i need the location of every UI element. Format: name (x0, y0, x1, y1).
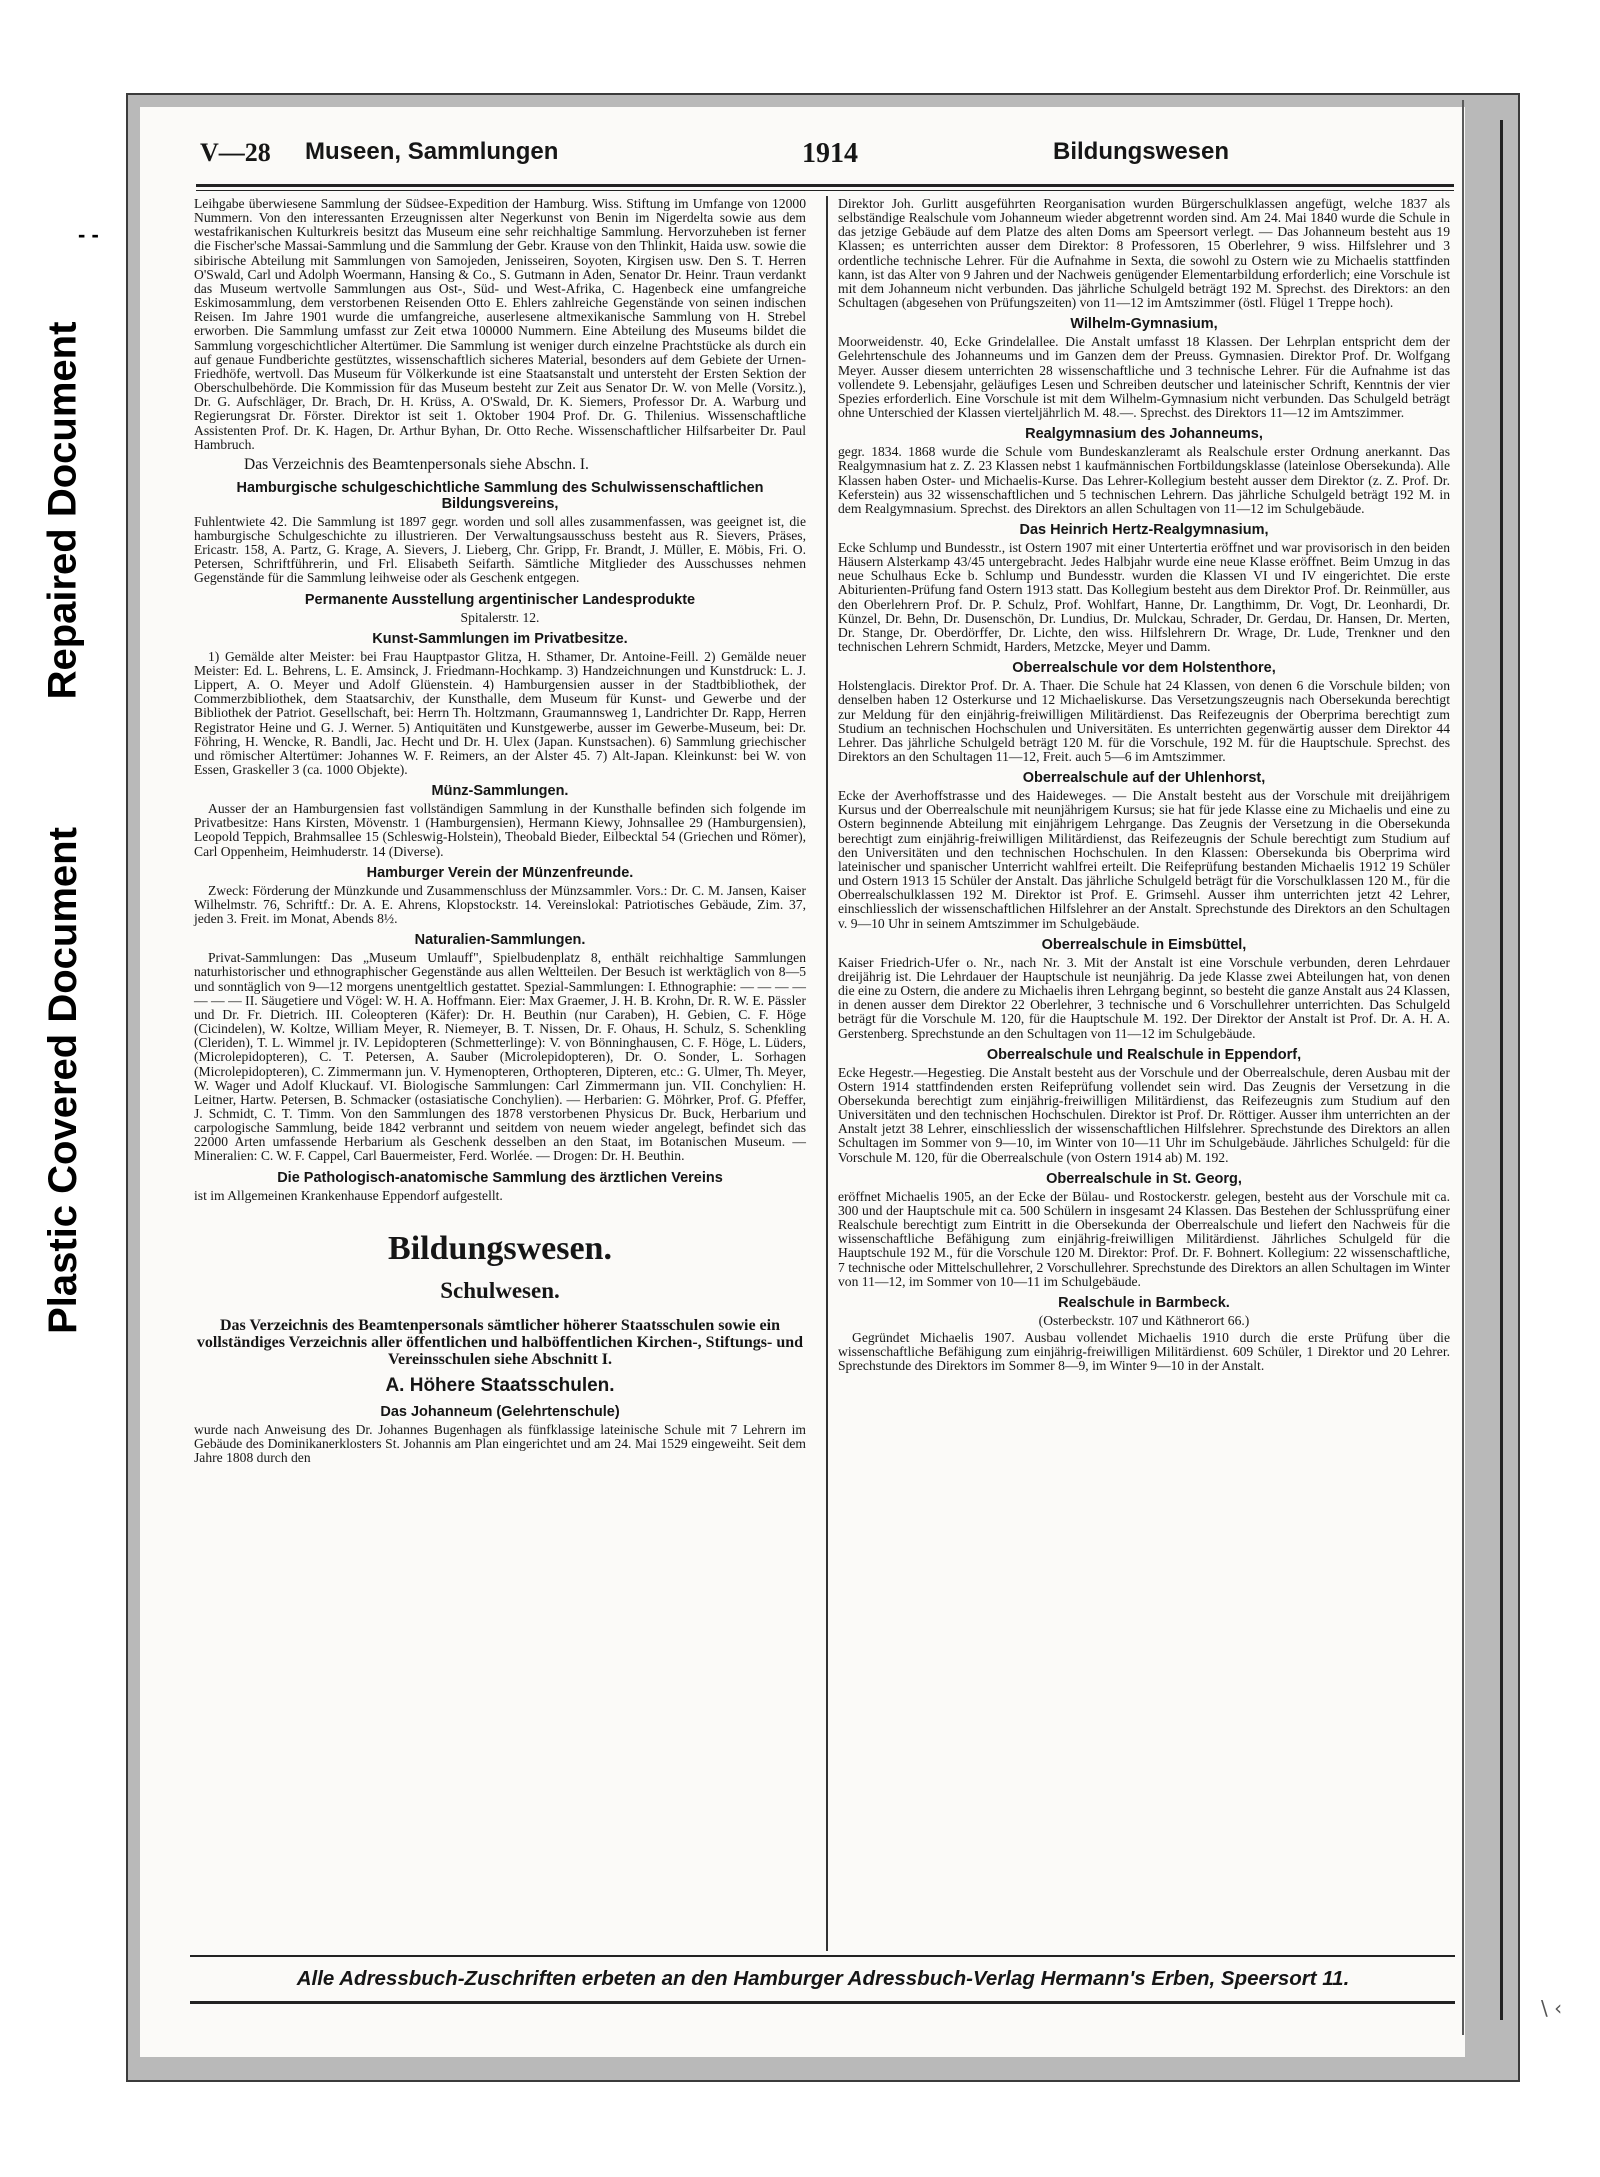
right-column (838, 197, 1450, 1376)
header-rule-top (196, 184, 1454, 187)
paragraph: gegr. 1834. 1868 wurde die Schule vom Bundeskanzleramt als Realschule erster Ordnung anerkannt. Das Realgymnasium hat z. Z. 23 Klassen nebst 1 kaufmännischen Fortbildungsklasse (lateinlose Obersekunda). Alle Klassen haben Oster- und Michaelis-Kurse. Das Lehrer-Kollegium besteht ausser dem Direktor (z. Z. Prof. Dr. Keferstein) aus 32 wissenschaftlichen und 5 technischen Lehrern. Das jährliche Schulgeld beträgt 192 M. in dem Realgymnasium. Sprechst. des Direktors an allen Schultagen von 11—12 im Schulgebäude. (838, 444, 1450, 516)
section-heading: Oberrealschule in St. Georg, (1046, 1170, 1242, 1187)
scan-mark: \ ‹ (1541, 1996, 1563, 2020)
section-heading: Oberrealschule in Eimsbüttel, (1041, 936, 1247, 953)
paragraph: Direktor Joh. Gurlitt ausgeführten Reorganisation wurden Bürgerschulklassen angefügt, welche 1837 als selbständige Realschule vom Johanneum wieder abgetrennt worden sind. Am 24. Mai 1840 wurde die Schule in das jetzige Gebäude auf dem Platze des alten Doms am Speersort verlegt. — Das Johanneum besteht aus 19 Klassen; es unterrichten ausser dem Direktor: 8 Professoren, 15 Oberlehrer, 9 wiss. Hilfslehrer und 3 ordentliche technische Lehrer. Für die Aufnahme in Sexta, die sowohl zu Ostern wie zu Michaelis stattfinden kann, ist das Alter von 9 Jahren und der Nachweis genügender Elementarbildung erforderlich; eine Vorschule ist mit dem Johanneum nicht verbunden. Das jährliche Schulgeld beträgt 192 M. Sprechst. des Direktors: an den Schultagen (abgesehen von Prüfungszeiten) von 11—12 im Amtszimmer (östl. Flügel 1 Treppe hoch). (838, 196, 1450, 311)
subchapter-heading: A. Höhere Staatsschulen. (385, 1374, 615, 1396)
running-header (200, 138, 1455, 178)
paragraph: Moorweidenstr. 40, Ecke Grindelallee. Die Anstalt umfasst 18 Klassen. Der Lehrplan entspricht dem der Gelehrtenschule des Johanneums und im Ganzen dem der Preuss. Gymnasien. Direktor Prof. Dr. Wolfgang Meyer. Ausser diesem unterrichten 28 wissenschaftliche und 3 technische Lehrer. Für die Aufnahme ist das vollendete 9. Lebensjahr, geläufiges Lesen und Schreiben deutscher und lateinischer Schrift, Kenntnis der vier Spezies erforderlich. Eine Vorschule ist mit dem Wilhelm-Gymnasium nicht verbunden. Das Schulgeld beträgt ohne Unterschied der Klassen vierteljährlich M. 48.—. Sprechst. des Direktors 11—12 im Amtszimmer. (838, 334, 1450, 421)
column-divider (826, 196, 828, 1951)
section-heading: Realgymnasium des Johanneums, (1025, 426, 1263, 443)
repaired-document-label (8, 240, 118, 780)
plastic-covered-label (8, 800, 118, 1360)
section-heading: Permanente Ausstellung argentinischer Landesprodukte (304, 591, 696, 608)
page-number: V—28 (200, 138, 271, 167)
repaired-document-text: Repaired Document (40, 321, 85, 699)
paragraph: Zweck: Förderung der Münzkunde und Zusammenschluss der Münzsammler. Vors.: Dr. C. M. Jansen, Kaiser Wilhelmstr. 76, Schriftf.: Dr. A. E. Ahrens, Klopstockstr. 14. Vereinslokal: Patriotisches Gebäude, Zim. 37, jeden 3. Freit. im Monat, Abends 8½. (194, 882, 806, 927)
header-rule-bottom (196, 190, 1454, 191)
section-heading: Wilhelm-Gymnasium, (1070, 316, 1218, 333)
section-heading: Das Heinrich Hertz-Realgymnasium, (1019, 521, 1269, 538)
section-subline: Spitalerstr. 12. (460, 609, 540, 625)
paragraph: Ecke Hegestr.—Hegestieg. Die Anstalt besteht aus der Vorschule und der Oberrealschule, deren Ausbau mit der Ostern 1914 stattfindenden ersten Reifeprüfung vollendet sein wird. Das Zeugnis der Versetzung in die Obersekunda berechtigt zum einjährig-freiwilligen Militärdienst, das Reifezeugnis zum Studium auf den Universitäten und den technischen Hochschulen. Direktor ist Prof. Dr. Röttiger. Ausser ihm unterrichten an der Anstalt jetzt 38 Lehrer, einschliesslich der wissenschaftlichen Hilfslehrer. Sprechstunde des Direktors an allen Schultagen im Sommer von 9—10, im Winter von 10—11 Uhr im Schulgebäude. Jährliches Schulgeld: für die Vorschule M. 120, für die Oberrealschule (von Ostern 1914 ab) M. 192. (838, 1064, 1450, 1165)
paragraph: Ausser der an Hamburgensien fast vollständigen Sammlung in der Kunsthalle befinden sich folgende im Privatbesitze: Hans Kirsten, Mövenstr. 1 (Hamburgensien), Hermann Kiewy, Johnsallee 29 (Hamburgensien), Leopold Teppich, Brahmsallee 15 (Schleswig-Holstein), Theobald Bieder, Eilbecktal 54 (Griechen und Römer), Carl Oppenheim, Heimhuderstr. 14 (Diverse). (194, 801, 806, 859)
paragraph: Privat-Sammlungen: Das „Museum Umlauff", Spielbudenplatz 8, enthält reichhaltige Sammlungen naturhistorischer und ethnographischer Gegenstände aus allen Weltteilen. Der Besuch ist werktäglich von 8—5 und sonntäglich von 9—12 morgens unentgeltlich gestattet. Spezial-Sammlungen: I. Ethnographie: — — — — — — — II. Säugetiere und Vögel: W. H. A. Hoffmann. Eier: Max Graemer, J. H. B. Krohn, Dr. R. W. E. Pässler und Dr. Fr. Dietrich. III. Coleopteren (Käfer): Dr. H. Beuthin (nur Caraben), H. Gebien, C. F. Höge (Cicindelen), W. Koltze, William Meyer, R. Niemeyer, B. T. Nissen, Dr. F. Ohaus, H. Schulz, S. Schenkling (Cleriden), T. L. Wimmel jr. IV. Lepidopteren (Schmetterlinge): V. von Bönninghausen, C. F. Höge, L. Lüders, (Microlepidopteren), C. T. Petersen, A. Sauber (Microlepidopteren), Dr. O. Sonder, L. Sorhagen (Microlepidopteren), C. Zimmermann jun. V. Hymenopteren, Orthopteren, Dipteren, etc.: G. Ulmer, Th. Meyer, W. Wager und Adolf Kluckauf. VI. Biologische Sammlungen: Carl Zimmermann jun. VII. Conchylien: H. Leitner, Hartw. Petersen, B. Schmacker (ostasiatische Conchylien). — Herbarien: G. Möhrker, Prof. G. Pfeffer, J. Schmidt, C. T. Timm. Von den Sammlungen des 1878 verstorbenen Physicus Dr. Buck, Herbarium und carpologische Sammlung, beide 1842 verbrannt und seitdem von neuem wieder angelegt, befindet sich das 22000 Arten umfassende Herbarium als Geschenk desselben an den Staat, im Botanischen Museum. — Mineralien: C. W. F. Cappel, Carl Bauermeister, Ferd. Worlée. — Drogen: Dr. H. Beuthin. (194, 950, 806, 1164)
section-heading: Hamburger Verein der Münzenfreunde. (366, 864, 634, 881)
paragraph: Ecke Schlump und Bundesstr., ist Ostern 1907 mit einer Untertertia eröffnet und war provisorisch in den beiden Häusern Alsterkamp 43/45 untergebracht. Jedes Halbjahr wurde eine neue Klasse eröffnet. Beim Umzug in das neue Schulhaus Ecke b. Schlump und Bundesstr. wurden die Klassen VI und IV eingerichtet. Die erste Abiturienten-Prüfung fand Ostern 1913 statt. Das Kollegium besteht aus dem Direktor Prof. Dr. Reinmüller, aus den Oberlehrern Prof. Dr. P. Schulz, Prof. Wohlfart, Hanne, Dr. Langthimm, Dr. Vogt, Dr. Leonhardi, Dr. Künzel, Dr. Behn, Dr. Dusenschön, Dr. Lundius, Dr. Mulckau, Schrader, Dr. Gerdau, Dr. Hansen, Dr. Merten, Dr. Stange, Dr. Oberdörffer, Dr. Lichte, den wiss. Hilfslehrern Dr. Wrage, Dr. Lude, Trenkner und den technischen Lehrern Schmidt, Harders, Metzcke, Meyer und Damm. (838, 539, 1450, 655)
paragraph: ist im Allgemeinen Krankenhause Eppendorf aufgestellt. (194, 1187, 503, 1203)
paragraph: Ecke der Averhoffstrasse und des Haideweges. — Die Anstalt besteht aus der Vorschule mit dreijährigem Kursus und der Oberrealschule mit neunjährigem Kursus; sie hat für jede Klasse eine zu Michaelis und eine zu Ostern beginnende Abteilung mit einjährigem Lehrgange. Das Zeugnis der Versetzung in die Obersekunda berechtigt zum einjährig-freiwilligen Militärdienst, das Reifezeugnis der Schule berechtigt zum Studium auf den Universitäten und den technischen Hochschulen. In den Klassen: Obersekunda bis Oberprima wird lateinischer und spanischer Unterricht wahlfrei erteilt. Die Reifeprüfung bestanden Michaelis 1912 19 Schüler und Ostern 1913 15 Schüler der Anstalt. Das jährliche Schulgeld beträgt für die Vorschulklassen 120 M., für die Oberrealschulklassen 192 M. Direktor ist Prof. E. Grimsehl. Ausser ihm unterrichten jetzt 42 Lehrer, einschliesslich der wissenschaftlichen Hilfslehrer an der Anstalt. Sprechstunde des Direktors an den Schultagen v. 9—10 Uhr in seinem Amtszimmer im Schulgebäude. (838, 788, 1450, 931)
section-heading: Oberrealschule auf der Uhlenhorst, (1022, 770, 1266, 787)
footer-rule-bottom (190, 2001, 1455, 2004)
footer-notice: Alle Adressbuch-Zuschriften erbeten an den Hamburger Adressbuch-Verlag Hermann's Erben, Speersort 11. (296, 1967, 1350, 1990)
paragraph: 1) Gemälde alter Meister: bei Frau Hauptpastor Glitza, H. Sthamer, Dr. Antoine-Feill. 2) Gemälde neuer Meister: Ed. L. Behrens, L. E. Amsinck, J. Friedmann-Hochkamp. 3) Handzeichnungen und Kunstdruck: L. J. Lippert, A. O. Meyer und Adolf Glüenstein. 4) Hamburgensien ausser in der Stadtbibliothek, der Commerzbibliothek, dem Staatsarchiv, der Kunsthalle, dem Museum für Kunst- und Gewerbe und der Bibliothek der Patriot. Gesellschaft, bei: Herrn Th. Holtzmann, Graumannsweg 1, Landrichter Dr. Rapp, Herren Registrator Heine und G. J. Werner. 5) Antiquitäten und Kunstgewerbe, ausser im Gewerbe-Museum, bei: Dr. Föhring, H. Wencke, R. Bandli, Jac. Hecht und Dr. H. Ulex (Japan. Kunstsachen). 6) Sammlung griechischer und römischer Altertümer: Johannes W. F. Reimers, an der Alster 45. 7) Alt-Japan. Kleinkunst: bei W. von Essen, Graskeller 3 (ca. 1000 Objekte). (194, 648, 806, 777)
frame-edge (1500, 120, 1503, 2020)
left-column (194, 197, 806, 1468)
section-heading: Realschule in Barmbeck. (1058, 1294, 1230, 1311)
page-edge-line (1462, 100, 1464, 2035)
section-heading: Oberrealschule und Realschule in Eppendorf, (986, 1046, 1302, 1063)
section-heading: Oberrealschule vor dem Holstenthore, (1012, 660, 1276, 677)
paragraph: Gegründet Michaelis 1907. Ausbau vollendet Michaelis 1910 durch die erste Prüfung über die wissenschaftliche Befähigung zum einjährig-freiwilligen Militärdienst. 609 Schüler, 1 Direktor und 20 Lehrer. Sprechstunde des Direktors im Sommer 8—9, im Winter 9—10 in der Anstalt. (838, 1330, 1450, 1374)
section-heading: Hamburgische schulgeschichtliche Sammlung des Schulwissenschaftlichen Bildungsvereins, (236, 479, 764, 512)
paragraph: eröffnet Michaelis 1905, an der Ecke der Bülau- und Rostockerstr. gelegen, besteht aus der Vorschule mit ca. 300 und der Hauptschule mit ca. 500 Schülern in insgesamt 24 Klassen. Das Bestehen der Schlussprüfung einer Realschule berechtigt zum Eintritt in die Obersekunda der Oberrealschule und liefert den Nachweis für die wissenschaftliche Befähigung zum einjährig-freiwilligen Militärdienst. Jährliches Schulgeld für die Hauptschule 192 M., für die Vorschule 120 M. Direktor: Prof. Dr. F. Bohnert. Kollegium: 22 wissenschaftliche, 7 technische oder Mittelschullehrer, 2 Vorschullehrer. Sprechstunde des Direktors an allen Schultagen im Winter von 11—12, im Sommer von 10—11 im Schulgebäude. (838, 1188, 1450, 1289)
section-title: Museen, Sammlungen (305, 138, 559, 165)
paragraph: Holstenglacis. Direktor Prof. Dr. A. Thaer. Die Schule hat 24 Klassen, von denen 6 die Vorschule bilden; von denselben haben 12 Osterkurse und 12 Michaeliskurse. Das Versetzungszeugnis nach Obersekunda berechtigt zur Meldung für den einjährig-freiwilligen Militärdienst. Das Reifezeugnis der Oberprima berechtigt zum Studium an technischen Hochschulen und Universitäten. Es unterrichten gegenwärtig ausser dem Direktor 44 Lehrer. Das jährliche Schulgeld beträgt 120 M. für die Vorschule, 192 M. für die Hauptschule. Sprechst. des Direktors an den Schultagen 11—12, Freit. auch 5—6 im Amtszimmer. (838, 678, 1450, 764)
section-subline: (Osterbeckstr. 107 und Käthnerort 66.) (1038, 1312, 1250, 1328)
chapter-subtitle: Schulwesen. (440, 1277, 560, 1303)
paragraph: Fuhlentwiete 42. Die Sammlung ist 1897 gegr. worden und soll alles zusammenfassen, was geeignet ist, die hamburgische Schulgeschichte zu illustrieren. Der Verwaltungsausschuss besteht aus R. Sievers, Präses, Ericastr. 158, A. Partz, G. Krage, A. Sievers, J. Lieberg, Chr. Gripp, Fr. Brandt, J. Müller, E. Möbis, Fri. O. Petersen, Schriftführerin, und Frl. Elisabeth Seifarth. Sämtliche Mitglieder des Ausschusses nehmen Gegenstände für die Sammlung leihweise oder als Geschenk entgegen. (194, 513, 806, 586)
paragraph: wurde nach Anweisung des Dr. Johannes Bugenhagen als fünfklassige lateinische Schule mit 7 Lehrern im Gebäude des Dominikanerklosters St. Johannis am Plan eingerichtet und am 24. Mai 1529 eingeweiht. Seit dem Jahre 1808 durch den (194, 1421, 806, 1466)
right-section-title: Bildungswesen (1053, 138, 1230, 165)
paragraph: Kaiser Friedrich-Ufer o. Nr., nach Nr. 3. Mit der Anstalt ist eine Vorschule verbunden, deren Lehrdauer dreijährig ist. Die Lehrdauer der Hauptschule ist neunjährig. Da jede Klasse zwei Abteilungen hat, von denen die eine zu Ostern, die andere zu Michaelis ihren Lehrgang beginnt, so besteht die ganze Anstalt aus 24 Klassen, in denen ausser dem Direktor 22 Oberlehrer, 3 technische und 6 Vorschullehrer unterrichten. Das Schulgeld beträgt für die Vorschule M. 120, für die Hauptschule M. 192. Der Direktor der Anstalt ist Prof. Dr. A. H. A. Gerstenberg. Sprechstunde an den Schultagen von 11—12 im Schulgebäude. (838, 954, 1450, 1041)
section-heading: Münz-Sammlungen. (431, 783, 569, 800)
section-heading: Die Pathologisch-anatomische Sammlung des ärztlichen Vereins (277, 1169, 723, 1186)
edge-mark: - - (78, 222, 99, 247)
year-label: 1914 (802, 138, 858, 169)
chapter-title: Bildungswesen. (388, 1229, 612, 1267)
chapter-note: Das Verzeichnis des Beamtenpersonals sämtlicher höherer Staatsschulen sowie ein vollständiges Verzeichnis aller öffentlichen und halböffentlichen Kirchen-, Stiftungs- und Vereinsschulen siehe Abschnitt I. (196, 1316, 804, 1368)
section-heading: Naturalien-Sammlungen. (414, 932, 586, 949)
footer-rule-top (190, 1955, 1455, 1957)
paragraph: Leihgabe überwiesene Sammlung der Südsee-Expedition der Hamburg. Wiss. Stiftung im Umfange von 12000 Nummern. Von den interessanten Erzeugnissen alter Negerkunst von Benin im Nigerdelta sowie aus dem westafrikanischen Kulturkreis besitzt das Museum eine sehr reichhaltige Sammlung. Hervorzuheben ist ferner die Fischer'sche Massai-Sammlung und die Sammlung der Gebr. Krause von den Thlinkit, Haida usw. sowie die sibirische Abteilung mit Sammlungen von Samojeden, Jenisseiren, Soyoten, Kirgisen usw. Den S. T. Herren O'Swald, Carl und Adolph Woermann, Hansing & Co., S. Gutmann in Aden, Senator Dr. Heinr. Traun verdankt das Museum wertvolle Sammlungen aus Ost-, Süd- und West-Afrika, C. Hagenbeck eine umfangreiche Eskimosammlung, dem verstorbenen Reisenden Otto E. Ehlers zahlreiche Gegenstände von seinen indischen Reisen. Im Jahre 1901 wurde die umfangreiche, auserlesene altmexikanische Sammlung von H. Strebel erworben. Die Sammlung umfasst zur Zeit etwa 100000 Nummern. Eine Abteilung des Museums bildet die Sammlung vorgeschichtlicher Altertümer. Die Sammlung ist weniger durch einzelne Prachtstücke als durch ein auf genaue Fundberichte gestütztes, wissenschaftlich sicheres Material, besonders auf dem Gebiete der Urnen-Friedhöfe, wertvoll. Das Museum für Völkerkunde ist eine Staatsanstalt und untersteht der Ersten Sektion der Oberschulbehörde. Die Kommission für das Museum besteht zur Zeit aus Senator Dr. W. von Melle (Vorsitz.), Dr. G. Aufschläger, Dr. Brach, Dr. H. Krüss, A. O'Swald, Dr. K. Siemers, Professor Dr. A. Warburg und Regierungsrat Dr. Förster. Direktor ist seit 1. Oktober 1904 Prof. Dr. G. Thilenius. Wissenschaftliche Assistenten Prof. Dr. K. Hagen, Dr. Arthur Byhan, Dr. Otto Reche. Wissenschaftlicher Hilfsarbeiter Dr. Paul Hambruch. (194, 196, 806, 452)
reference-note: Das Verzeichnis des Beamtenpersonals siehe Abschn. I. (244, 455, 589, 473)
section-heading: Kunst-Sammlungen im Privatbesitze. (372, 630, 628, 647)
plastic-covered-text: Plastic Covered Document (40, 826, 85, 1334)
section-heading: Das Johanneum (Gelehrtenschule) (380, 1403, 620, 1420)
